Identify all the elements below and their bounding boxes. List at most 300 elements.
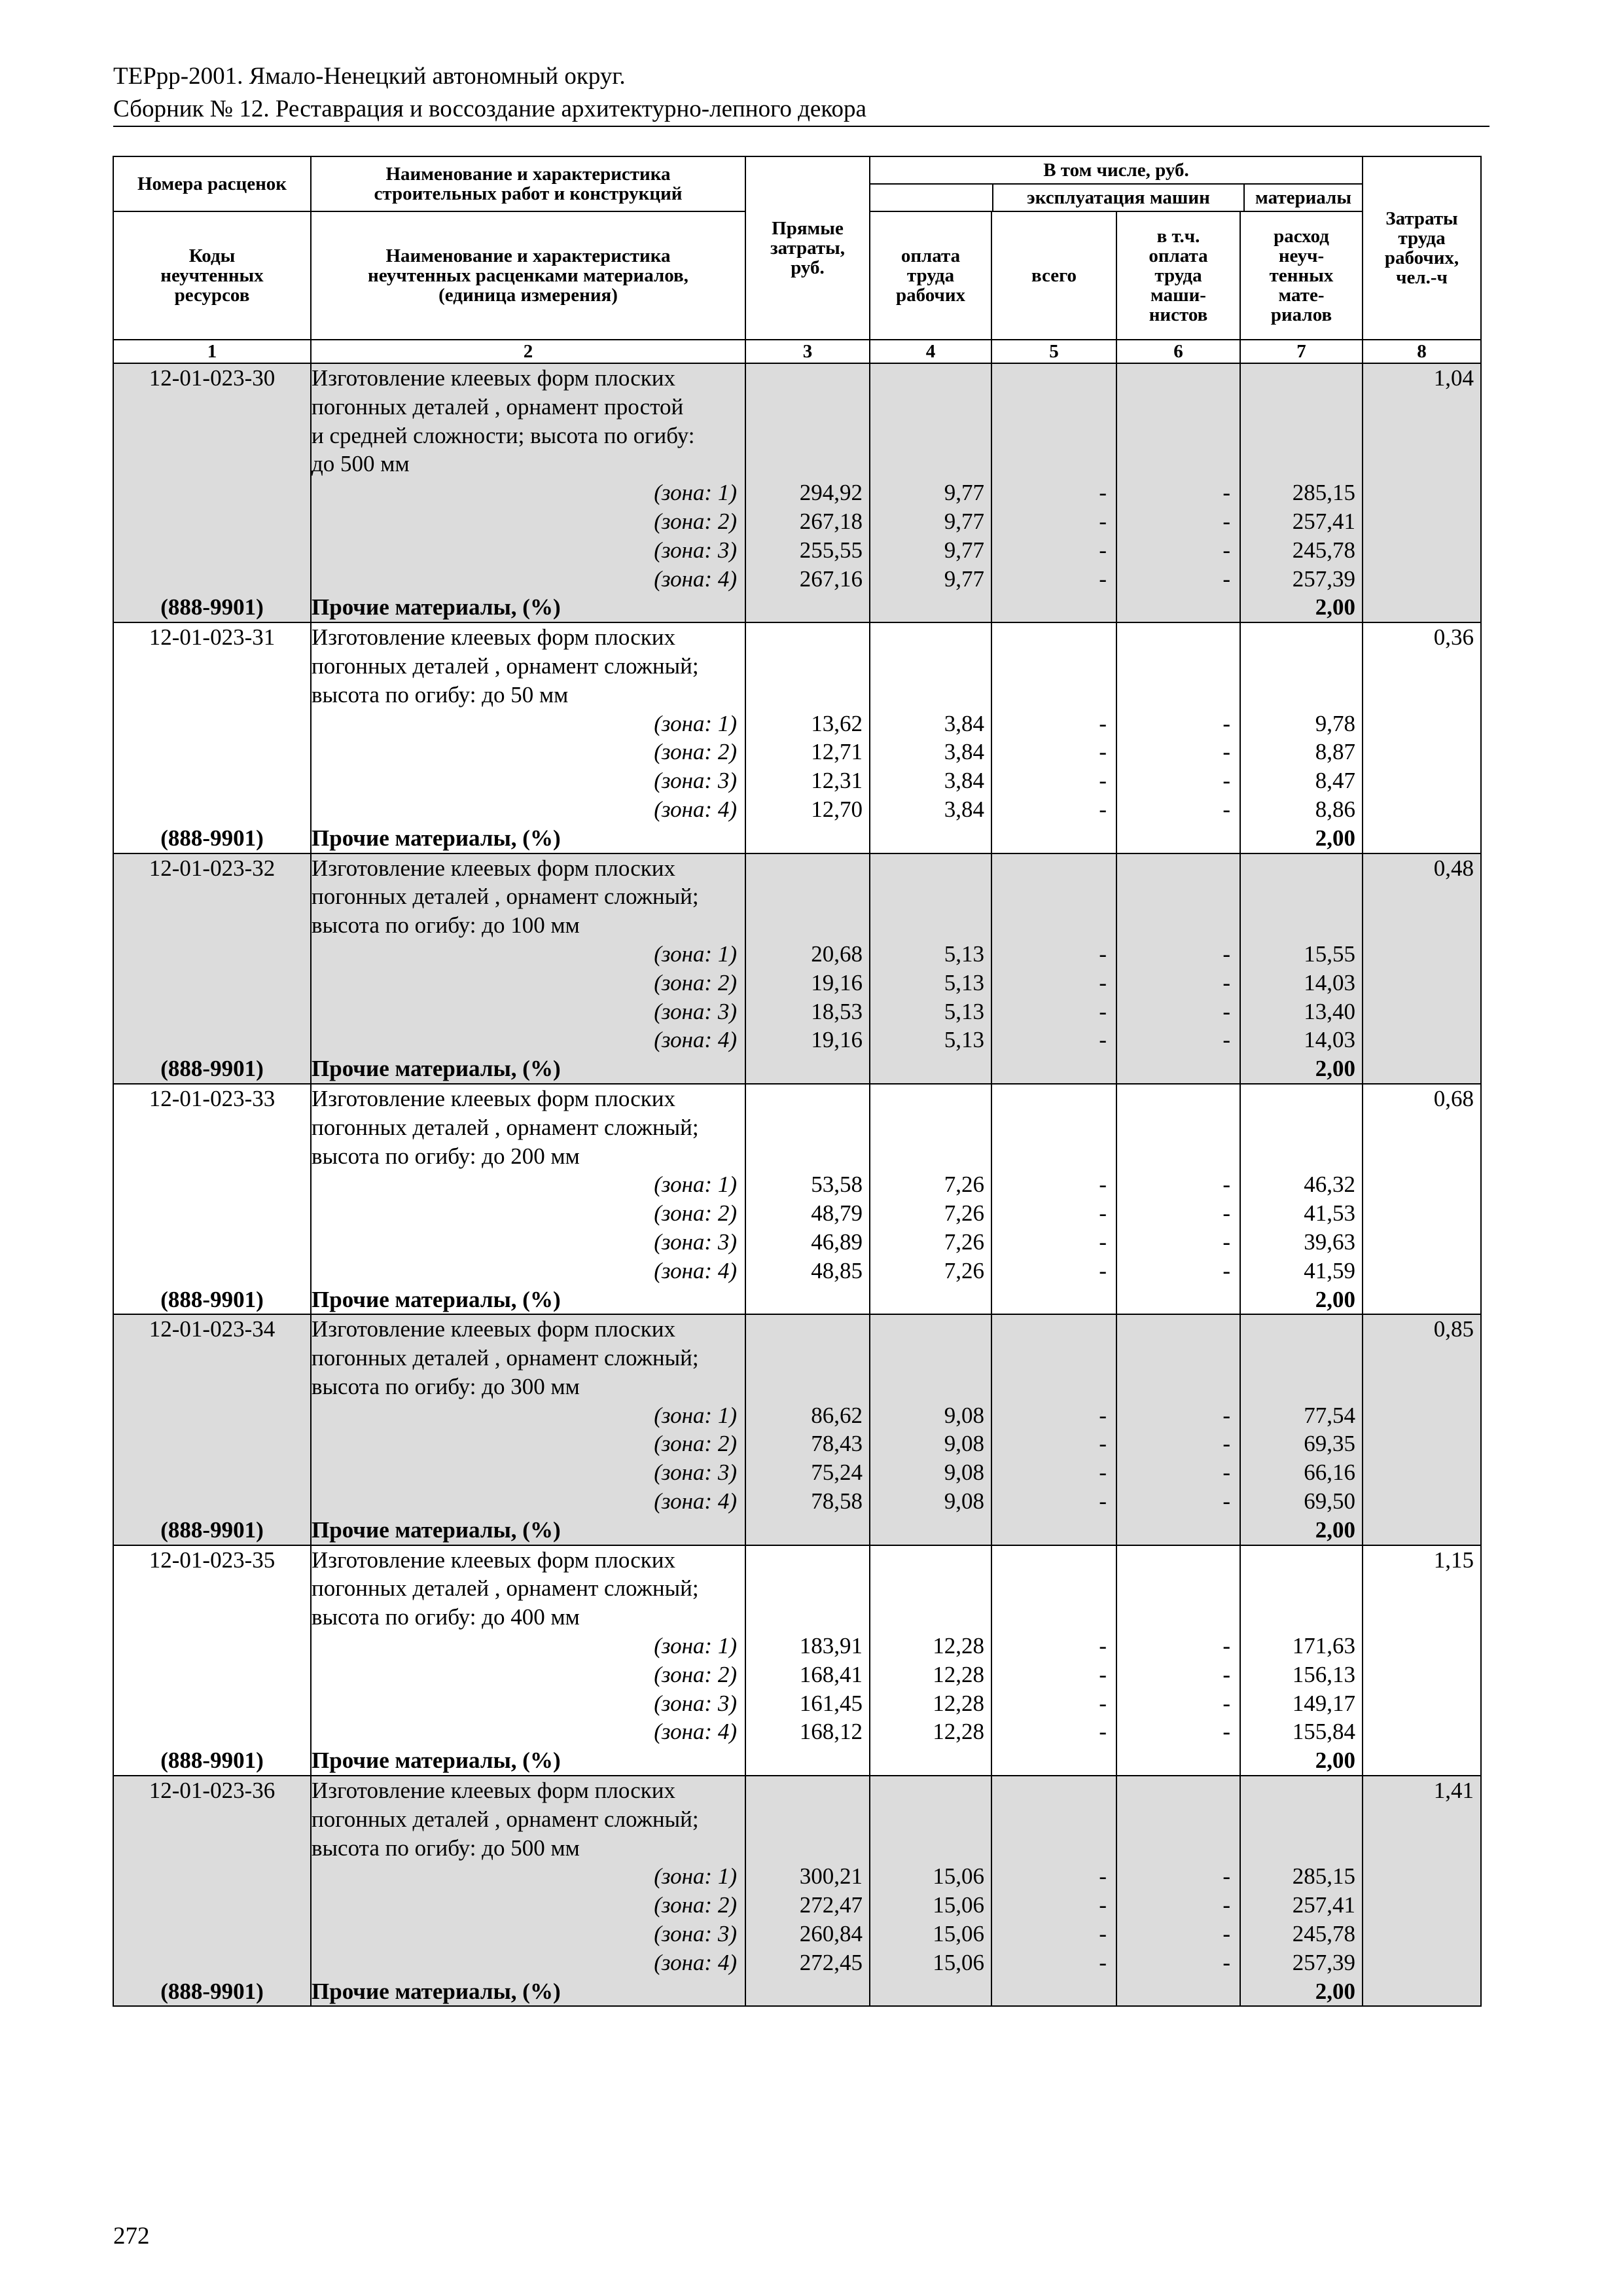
material-cost: 171,63 (1292, 1633, 1355, 1659)
cell-materials (1240, 1084, 1363, 1314)
workers-wage: 12,28 (933, 1633, 984, 1659)
work-description-line: и средней сложности; высота по огибу: (312, 422, 695, 448)
cell-direct-costs (745, 1545, 870, 1776)
material-cost: 257,39 (1292, 1949, 1355, 1975)
direct-cost: 161,45 (799, 1690, 863, 1716)
zone-label: (зона: 4) (654, 1949, 737, 1975)
direct-cost: 12,70 (811, 796, 863, 822)
head-unaccounted-materials: Наименование и характеристика неучтенных расценками материалов, (единица измерения) (311, 211, 745, 340)
cell-machine-total (991, 622, 1116, 853)
cell-machine-total (991, 1314, 1116, 1545)
workers-wage: 12,28 (933, 1661, 984, 1687)
machinist-wage: - (1222, 1257, 1230, 1283)
machinist-wage: - (1222, 969, 1230, 996)
direct-cost: 78,58 (811, 1488, 863, 1515)
material-cost: 257,41 (1292, 508, 1355, 534)
zone-label: (зона: 4) (654, 1257, 737, 1283)
cell-workers-wage (870, 1545, 991, 1776)
machine-total: - (1099, 796, 1107, 822)
rate-code: 12-01-023-30 (149, 365, 276, 391)
material-cost: 285,15 (1292, 1863, 1355, 1890)
machine-total: - (1099, 998, 1107, 1024)
machinist-wage: - (1222, 1633, 1230, 1659)
resource-code: (888-9901) (160, 1978, 264, 2004)
resource-value: 2,00 (1315, 825, 1355, 851)
zone-label: (зона: 3) (654, 537, 737, 563)
direct-cost: 168,41 (799, 1661, 863, 1687)
zone-label: (зона: 3) (654, 1921, 737, 1947)
direct-cost: 272,47 (799, 1892, 863, 1918)
col-number: 1 (113, 340, 311, 363)
workers-wage: 5,13 (944, 969, 984, 996)
work-description-line: Изготовление клеевых форм плоских (312, 365, 675, 391)
resource-value: 2,00 (1315, 1286, 1355, 1312)
machine-total: - (1099, 1027, 1107, 1053)
work-description-line: до 500 мм (312, 451, 410, 477)
zone-label: (зона: 2) (654, 1661, 737, 1687)
zone-label: (зона: 4) (654, 1488, 737, 1515)
resource-name: Прочие материалы, (%) (312, 1056, 561, 1082)
rates-table (113, 156, 1482, 2007)
material-cost: 156,13 (1292, 1661, 1355, 1687)
workers-wage: 5,13 (944, 941, 984, 967)
head-machinist-wage: в т.ч. оплата труда маши- нистов (1116, 211, 1240, 340)
work-description-line: погонных деталей , орнамент сложный; (312, 1345, 699, 1371)
work-description-line: погонных деталей , орнамент сложный; (312, 653, 699, 679)
cell-labor-costs (1363, 363, 1481, 622)
zone-label: (зона: 1) (654, 1172, 737, 1198)
cell-machinist-wage (1116, 363, 1240, 622)
head-direct-costs: Прямые затраты, руб. (745, 156, 870, 340)
zone-label: (зона: 2) (654, 1200, 737, 1227)
workers-wage: 3,84 (944, 768, 984, 794)
machinist-wage: - (1222, 739, 1230, 765)
cell-materials (1240, 1545, 1363, 1776)
cell-machinist-wage (1116, 1545, 1240, 1776)
material-cost: 149,17 (1292, 1690, 1355, 1716)
zone-label: (зона: 4) (654, 1719, 737, 1745)
machine-total: - (1099, 710, 1107, 736)
material-cost: 39,63 (1304, 1229, 1355, 1255)
material-cost: 14,03 (1304, 969, 1355, 996)
machinist-wage: - (1222, 1027, 1230, 1053)
resource-code: (888-9901) (160, 1056, 264, 1082)
material-cost: 66,16 (1304, 1460, 1355, 1486)
workers-wage: 9,08 (944, 1431, 984, 1457)
direct-cost: 12,71 (811, 739, 863, 765)
cell-machinist-wage (1116, 1776, 1240, 2006)
labor-cost: 0,68 (1433, 1085, 1474, 1111)
machinist-wage: - (1222, 1172, 1230, 1198)
cell-workers-wage (870, 1084, 991, 1314)
head-labor-costs: Затраты труда рабочих, чел.-ч (1363, 156, 1481, 340)
direct-cost: 12,31 (811, 768, 863, 794)
rate-code: 12-01-023-31 (149, 624, 276, 651)
zone-label: (зона: 1) (654, 1633, 737, 1659)
cell-code (113, 1545, 311, 1776)
cell-workers-wage (870, 1314, 991, 1545)
document-header (113, 60, 1488, 126)
header-line-2: Сборник № 12. Реставрация и воссоздание архитектурно-лепного декора (113, 96, 866, 122)
material-cost: 245,78 (1292, 537, 1355, 563)
resource-value: 2,00 (1315, 594, 1355, 620)
zone-label: (зона: 3) (654, 1460, 737, 1486)
material-cost: 41,53 (1304, 1200, 1355, 1227)
cell-machine-total (991, 1084, 1116, 1314)
zone-label: (зона: 3) (654, 1229, 737, 1255)
material-cost: 69,50 (1304, 1488, 1355, 1515)
machine-total: - (1099, 1402, 1107, 1428)
direct-cost: 294,92 (799, 480, 863, 506)
head-machine-operation: эксплуатация машин (993, 185, 1245, 211)
head-rate-numbers: Номера расценок (113, 156, 311, 211)
resource-code: (888-9901) (160, 1748, 264, 1774)
direct-cost: 260,84 (799, 1921, 863, 1947)
work-description-line: Изготовление клеевых форм плоских (312, 1547, 675, 1573)
machine-total: - (1099, 1892, 1107, 1918)
rate-code: 12-01-023-35 (149, 1547, 276, 1573)
machinist-wage: - (1222, 1200, 1230, 1227)
cell-labor-costs (1363, 622, 1481, 853)
zone-label: (зона: 3) (654, 998, 737, 1024)
cell-description (311, 853, 745, 1084)
machine-total: - (1099, 1921, 1107, 1947)
cell-labor-costs (1363, 1314, 1481, 1545)
cell-code (113, 1314, 311, 1545)
zone-label: (зона: 2) (654, 739, 737, 765)
zone-label: (зона: 3) (654, 768, 737, 794)
machinist-wage: - (1222, 1863, 1230, 1890)
labor-cost: 1,41 (1433, 1778, 1474, 1804)
work-description-line: Изготовление клеевых форм плоских (312, 1778, 675, 1804)
direct-cost: 19,16 (811, 1027, 863, 1053)
cell-materials (1240, 853, 1363, 1084)
direct-cost: 53,58 (811, 1172, 863, 1198)
direct-cost: 78,43 (811, 1431, 863, 1457)
machine-total: - (1099, 941, 1107, 967)
workers-wage: 3,84 (944, 710, 984, 736)
zone-label: (зона: 1) (654, 941, 737, 967)
cell-machine-total (991, 853, 1116, 1084)
workers-wage: 3,84 (944, 796, 984, 822)
machine-total: - (1099, 537, 1107, 563)
cell-direct-costs (745, 853, 870, 1084)
material-cost: 245,78 (1292, 1921, 1355, 1947)
labor-cost: 1,15 (1433, 1547, 1474, 1573)
labor-cost: 0,48 (1433, 855, 1474, 881)
cell-machinist-wage (1116, 622, 1240, 853)
work-description-line: погонных деталей , орнамент сложный; (312, 884, 699, 910)
rate-code: 12-01-023-36 (149, 1778, 276, 1804)
table-body (113, 363, 1481, 2006)
work-description-line: Изготовление клеевых форм плоских (312, 624, 675, 651)
resource-value: 2,00 (1315, 1516, 1355, 1543)
machinist-wage: - (1222, 1460, 1230, 1486)
header-rule (113, 126, 1489, 127)
zone-label: (зона: 1) (654, 480, 737, 506)
workers-wage: 15,06 (933, 1921, 984, 1947)
rate-code: 12-01-023-34 (149, 1316, 276, 1342)
zone-label: (зона: 4) (654, 565, 737, 592)
machinist-wage: - (1222, 1229, 1230, 1255)
workers-wage: 15,06 (933, 1892, 984, 1918)
material-cost: 69,35 (1304, 1431, 1355, 1457)
head-resource-codes: Коды неучтенных ресурсов (113, 211, 311, 340)
labor-cost: 0,85 (1433, 1316, 1474, 1342)
head-materials: материалы (1255, 187, 1351, 208)
col-number: 4 (870, 340, 991, 363)
workers-wage: 12,28 (933, 1719, 984, 1745)
workers-wage: 9,08 (944, 1402, 984, 1428)
material-cost: 285,15 (1292, 480, 1355, 506)
cell-code (113, 363, 311, 622)
cell-code (113, 853, 311, 1084)
work-description-line: Изготовление клеевых форм плоских (312, 1085, 675, 1111)
cell-description (311, 1084, 745, 1314)
rate-code: 12-01-023-32 (149, 855, 276, 881)
machinist-wage: - (1222, 565, 1230, 592)
direct-cost: 48,79 (811, 1200, 863, 1227)
workers-wage: 5,13 (944, 998, 984, 1024)
material-cost: 13,40 (1304, 998, 1355, 1024)
machinist-wage: - (1222, 1661, 1230, 1687)
machinist-wage: - (1222, 480, 1230, 506)
cell-labor-costs (1363, 853, 1481, 1084)
machinist-wage: - (1222, 1921, 1230, 1947)
zone-label: (зона: 3) (654, 1690, 737, 1716)
cell-machine-total (991, 363, 1116, 622)
machine-total: - (1099, 1690, 1107, 1716)
machine-total: - (1099, 739, 1107, 765)
rate-row (113, 622, 1481, 853)
machine-total: - (1099, 1172, 1107, 1198)
cell-workers-wage (870, 622, 991, 853)
resource-name: Прочие материалы, (%) (312, 1286, 561, 1312)
work-description-line: высота по огибу: до 300 мм (312, 1373, 580, 1399)
machine-total: - (1099, 768, 1107, 794)
machinist-wage: - (1222, 1402, 1230, 1428)
rate-row (113, 1776, 1481, 2006)
workers-wage: 9,77 (944, 508, 984, 534)
machinist-wage: - (1222, 768, 1230, 794)
cell-materials (1240, 1776, 1363, 2006)
resource-code: (888-9901) (160, 1286, 264, 1312)
head-including: В том числе, руб. эксплуатация машин материалы (870, 156, 1363, 211)
direct-cost: 19,16 (811, 969, 863, 996)
workers-wage: 15,06 (933, 1863, 984, 1890)
work-description-line: Изготовление клеевых форм плоских (312, 855, 675, 881)
direct-cost: 183,91 (799, 1633, 863, 1659)
work-description-line: погонных деталей , орнамент простой (312, 393, 684, 420)
zone-label: (зона: 2) (654, 969, 737, 996)
cell-materials (1240, 622, 1363, 853)
direct-cost: 75,24 (811, 1460, 863, 1486)
zone-label: (зона: 1) (654, 1402, 737, 1428)
head-machine-total: всего (991, 211, 1116, 340)
machinist-wage: - (1222, 941, 1230, 967)
machinist-wage: - (1222, 1690, 1230, 1716)
cell-machinist-wage (1116, 1314, 1240, 1545)
machinist-wage: - (1222, 710, 1230, 736)
cell-direct-costs (745, 1776, 870, 2006)
workers-wage: 9,77 (944, 565, 984, 592)
rate-row (113, 1084, 1481, 1314)
workers-wage: 5,13 (944, 1027, 984, 1053)
material-cost: 9,78 (1315, 710, 1355, 736)
workers-wage: 3,84 (944, 739, 984, 765)
page-number: 272 (113, 2223, 150, 2250)
machine-total: - (1099, 565, 1107, 592)
cell-direct-costs (745, 1314, 870, 1545)
cell-code (113, 622, 311, 853)
zone-label: (зона: 1) (654, 1863, 737, 1890)
direct-cost: 20,68 (811, 941, 863, 967)
cell-direct-costs (745, 363, 870, 622)
zone-label: (зона: 2) (654, 1892, 737, 1918)
direct-cost: 86,62 (811, 1402, 863, 1428)
resource-name: Прочие материалы, (%) (312, 1748, 561, 1774)
cell-description (311, 1545, 745, 1776)
cell-materials (1240, 1314, 1363, 1545)
work-description-line: Изготовление клеевых форм плоских (312, 1316, 675, 1342)
cell-labor-costs (1363, 1084, 1481, 1314)
machine-total: - (1099, 1431, 1107, 1457)
direct-cost: 267,18 (799, 508, 863, 534)
resource-code: (888-9901) (160, 1516, 264, 1543)
workers-wage: 15,06 (933, 1949, 984, 1975)
machinist-wage: - (1222, 1431, 1230, 1457)
rate-row (113, 853, 1481, 1084)
machine-total: - (1099, 1229, 1107, 1255)
machinist-wage: - (1222, 796, 1230, 822)
work-description-line: высота по огибу: до 400 мм (312, 1604, 580, 1630)
cell-direct-costs (745, 622, 870, 853)
workers-wage: 9,77 (944, 480, 984, 506)
cell-materials (1240, 363, 1363, 622)
work-description-line: погонных деталей , орнамент сложный; (312, 1114, 699, 1140)
col-number: 7 (1240, 340, 1363, 363)
rate-code: 12-01-023-33 (149, 1085, 276, 1111)
workers-wage: 7,26 (944, 1200, 984, 1227)
material-cost: 257,41 (1292, 1892, 1355, 1918)
machine-total: - (1099, 1719, 1107, 1745)
direct-cost: 13,62 (811, 710, 863, 736)
direct-cost: 168,12 (799, 1719, 863, 1745)
rate-row (113, 363, 1481, 622)
workers-wage: 9,08 (944, 1460, 984, 1486)
material-cost: 14,03 (1304, 1027, 1355, 1053)
head-material-consumption: расход неуч- тенных мате- риалов (1240, 211, 1363, 340)
work-description-line: погонных деталей , орнамент сложный; (312, 1806, 699, 1832)
material-cost: 155,84 (1292, 1719, 1355, 1745)
col-number: 8 (1363, 340, 1481, 363)
workers-wage: 12,28 (933, 1690, 984, 1716)
resource-name: Прочие материалы, (%) (312, 594, 561, 620)
work-description-line: высота по огибу: до 500 мм (312, 1835, 580, 1861)
zone-label: (зона: 2) (654, 508, 737, 534)
resource-name: Прочие материалы, (%) (312, 1516, 561, 1543)
direct-cost: 255,55 (799, 537, 863, 563)
cell-workers-wage (870, 363, 991, 622)
machine-total: - (1099, 1200, 1107, 1227)
work-description-line: высота по огибу: до 200 мм (312, 1143, 580, 1169)
labor-cost: 0,36 (1433, 624, 1474, 651)
machinist-wage: - (1222, 1892, 1230, 1918)
machinist-wage: - (1222, 1949, 1230, 1975)
work-description-line: высота по огибу: до 50 мм (312, 681, 569, 708)
col-number: 5 (991, 340, 1116, 363)
resource-value: 2,00 (1315, 1748, 1355, 1774)
cell-direct-costs (745, 1084, 870, 1314)
labor-cost: 1,04 (1433, 365, 1474, 391)
workers-wage: 7,26 (944, 1172, 984, 1198)
machine-total: - (1099, 480, 1107, 506)
zone-label: (зона: 2) (654, 1431, 737, 1457)
work-description-line: погонных деталей , орнамент сложный; (312, 1575, 699, 1602)
machinist-wage: - (1222, 1719, 1230, 1745)
material-cost: 8,86 (1315, 796, 1355, 822)
machine-total: - (1099, 508, 1107, 534)
rate-row (113, 1545, 1481, 1776)
head-work-name: Наименование и характеристика строительных работ и конструкций (311, 156, 745, 211)
cell-labor-costs (1363, 1545, 1481, 1776)
resource-name: Прочие материалы, (%) (312, 825, 561, 851)
zone-label: (зона: 4) (654, 796, 737, 822)
direct-cost: 46,89 (811, 1229, 863, 1255)
machine-total: - (1099, 1863, 1107, 1890)
col-number: 6 (1116, 340, 1240, 363)
material-cost: 15,55 (1304, 941, 1355, 967)
zone-label: (зона: 1) (654, 710, 737, 736)
cell-workers-wage (870, 1776, 991, 2006)
machinist-wage: - (1222, 1488, 1230, 1515)
cell-description (311, 1314, 745, 1545)
cell-description (311, 1776, 745, 2006)
cell-description (311, 363, 745, 622)
machine-total: - (1099, 1488, 1107, 1515)
direct-cost: 18,53 (811, 998, 863, 1024)
cell-machinist-wage (1116, 853, 1240, 1084)
material-cost: 8,47 (1315, 768, 1355, 794)
work-description-line: высота по огибу: до 100 мм (312, 912, 580, 939)
col-number: 2 (311, 340, 745, 363)
header-line-1: ТЕРрр-2001. Ямало-Ненецкий автономный округ. (113, 63, 626, 90)
material-cost: 257,39 (1292, 565, 1355, 592)
machinist-wage: - (1222, 998, 1230, 1024)
cell-code (113, 1776, 311, 2006)
direct-cost: 267,16 (799, 565, 863, 592)
material-cost: 41,59 (1304, 1257, 1355, 1283)
cell-machine-total (991, 1545, 1116, 1776)
cell-code (113, 1084, 311, 1314)
cell-workers-wage (870, 853, 991, 1084)
workers-wage: 7,26 (944, 1257, 984, 1283)
material-cost: 77,54 (1304, 1402, 1355, 1428)
machine-total: - (1099, 1257, 1107, 1283)
workers-wage: 9,08 (944, 1488, 984, 1515)
machinist-wage: - (1222, 508, 1230, 534)
cell-machine-total (991, 1776, 1116, 2006)
resource-code: (888-9901) (160, 594, 264, 620)
resource-value: 2,00 (1315, 1056, 1355, 1082)
resource-code: (888-9901) (160, 825, 264, 851)
cell-machinist-wage (1116, 1084, 1240, 1314)
resource-value: 2,00 (1315, 1978, 1355, 2004)
material-cost: 46,32 (1304, 1172, 1355, 1198)
rate-row (113, 1314, 1481, 1545)
machine-total: - (1099, 1633, 1107, 1659)
machine-total: - (1099, 1460, 1107, 1486)
